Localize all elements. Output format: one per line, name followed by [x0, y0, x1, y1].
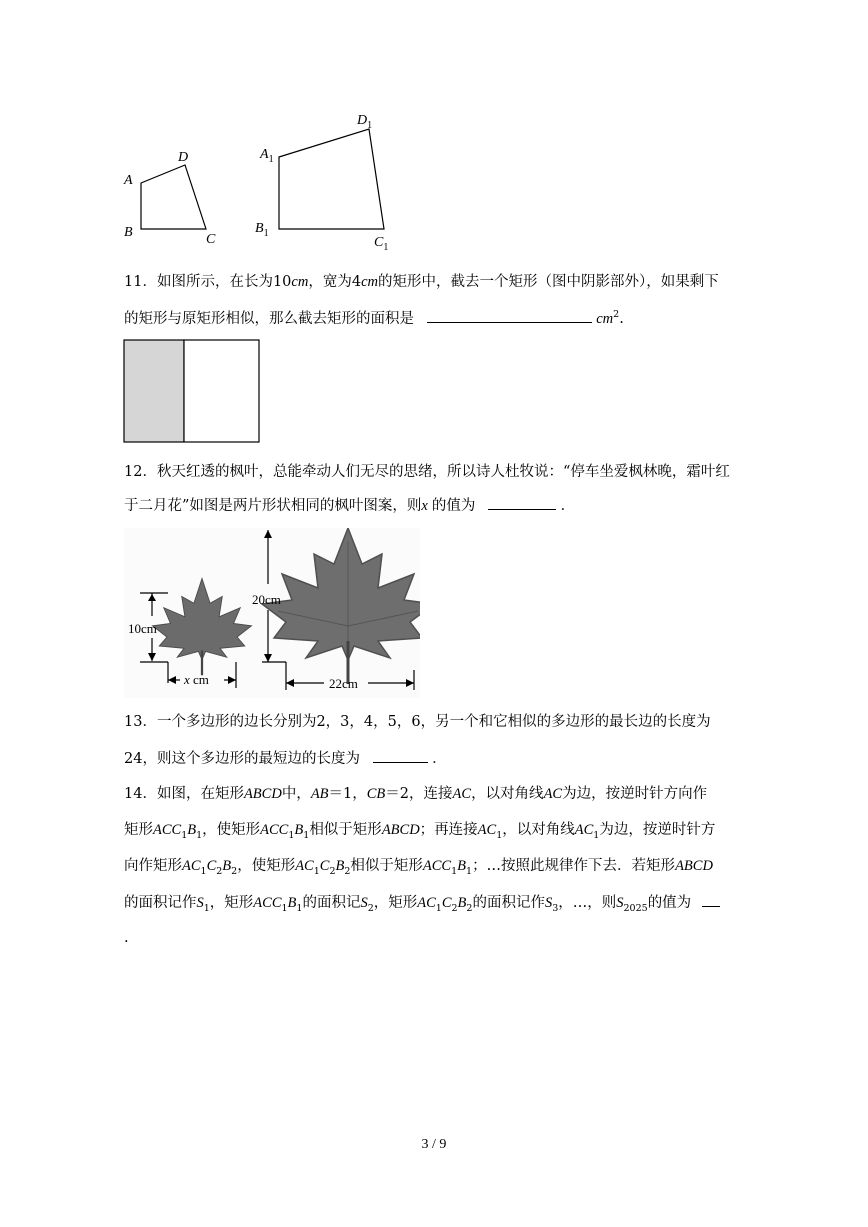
q12-line1: 12．秋天红透的枫叶，总能牵动人们无尽的思绪，所以诗人杜牧说：“停车坐爱枫林晚，霜叶红: [124, 464, 730, 480]
figure-maple-leaves: [124, 528, 420, 698]
answer-blank[interactable]: [702, 892, 720, 907]
label-A1: $A_1$: [260, 147, 274, 165]
q11-line2: 的矩形与原矩形相似，那么截去矩形的面积是 $cm^2$.: [124, 309, 624, 327]
answer-blank[interactable]: [427, 308, 592, 323]
figure-quadrilaterals: [118, 112, 408, 257]
figure-rectangle: [123, 339, 262, 445]
q14-line5: .: [124, 930, 129, 946]
quad-abcd: [141, 165, 206, 229]
label-10cm: 10cm: [128, 621, 157, 636]
q14-line1: 14．如图，在矩形ABCD中，AB＝1，CB＝2，连接AC，以对角线AC为边，按逆时针方向作: [124, 786, 708, 802]
answer-blank[interactable]: [373, 748, 428, 763]
q14-line4: 的面积记作$S_1$，矩形$ACC_1B_1$的面积记$S_2$，矩形$AC_1C_2B_2$的面积记作$S_3$，…，则$S_{2025}$的值为: [124, 892, 720, 913]
label-20cm: 20cm: [252, 592, 281, 607]
label-D: D: [178, 150, 189, 165]
answer-blank[interactable]: [488, 495, 556, 510]
label-C: C: [206, 232, 216, 247]
label-C1: $C_1$: [374, 235, 389, 253]
quad-a1b1c1d1: [279, 129, 384, 229]
label-B1: $B_1$: [255, 221, 269, 239]
q14-line2: 矩形$ACC_1B_1$，使矩形$ACC_1B_1$相似于矩形ABCD；再连接$AC_1$，以对角线$AC_1$为边，按逆时针方: [124, 822, 716, 841]
q12-line2: 于二月花”如图是两片形状相同的枫叶图案，则x 的值为 ．: [124, 495, 575, 516]
q14-line3: 向作矩形$AC_1C_2B_2$，使矩形$AC_1C_2B_2$相似于矩形$ACC_1B_1$；…按照此规律作下去．若矩形ABCD: [124, 858, 713, 877]
label-D1: $D_1$: [357, 113, 373, 131]
label-A: A: [124, 173, 133, 188]
page-number: 3 / 9: [421, 1137, 447, 1152]
q13-line1: 13．一个多边形的边长分别为2，3，4，5，6，另一个和它相似的多边形的最长边的长度为: [124, 714, 711, 730]
label-22cm: 22cm: [329, 676, 358, 691]
q11-line1: 11．如图所示，在长为10cm，宽为4cm的矩形中，截去一个矩形（图中阴影部外），如果剩下: [124, 274, 719, 290]
shaded-rectangle: [124, 340, 184, 442]
label-B: B: [124, 225, 133, 240]
remaining-rectangle: [184, 340, 259, 442]
q13-line2: 24，则这个多边形的最短边的长度为 ．: [124, 748, 447, 769]
label-x-cm: x cm: [184, 672, 209, 687]
